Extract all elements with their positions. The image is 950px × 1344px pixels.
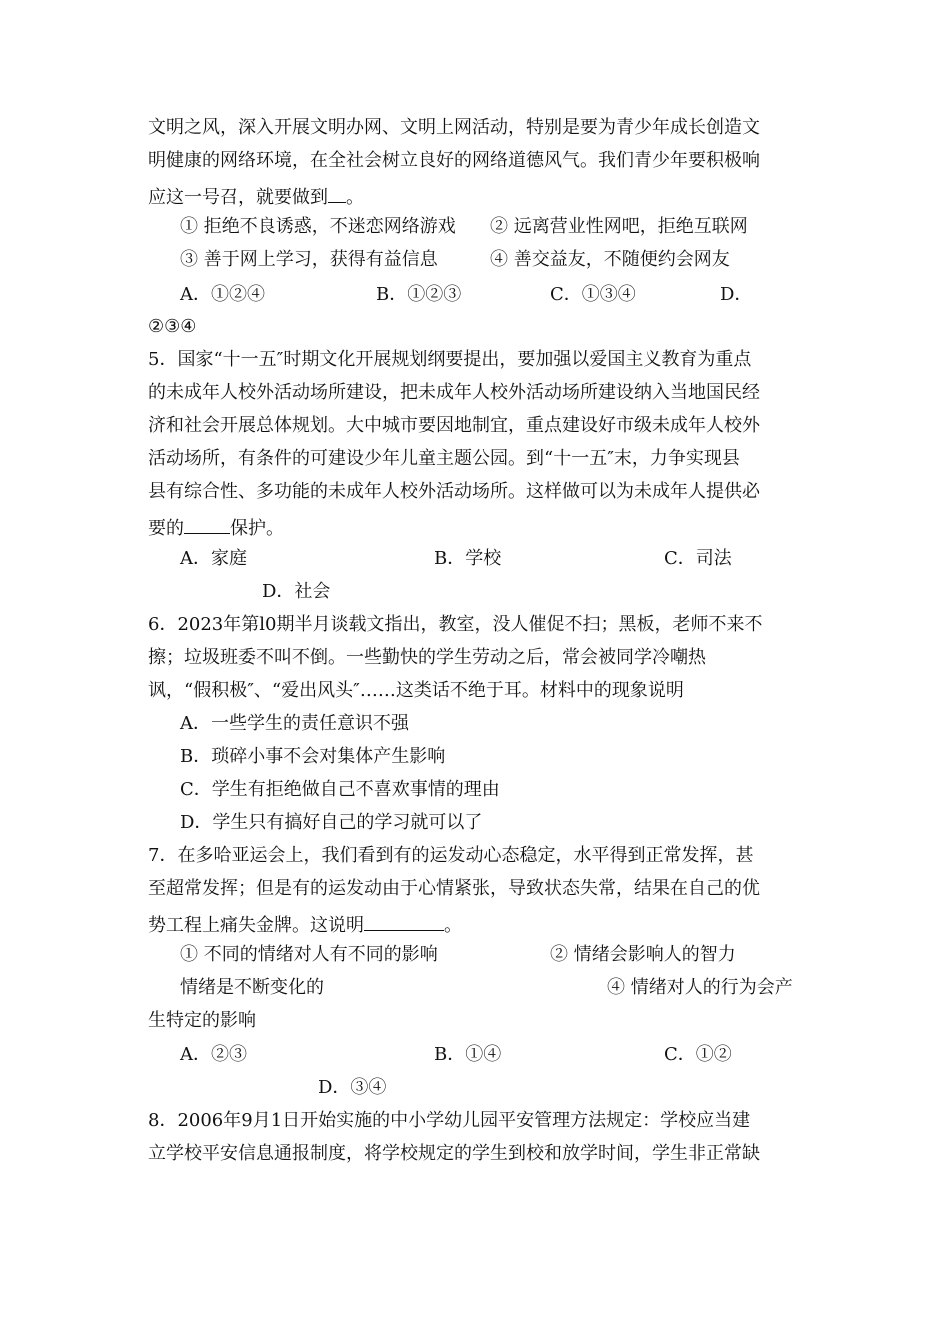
q6-choice-b: B．琐碎小事不会对集体产生影响 bbox=[180, 746, 446, 767]
q5-choice-d: D．社会 bbox=[262, 581, 331, 602]
q7-line-3-end: 。 bbox=[444, 915, 462, 936]
intro-choice-b: B．①②③ bbox=[376, 284, 462, 305]
q7-choice-b: B．①④ bbox=[434, 1044, 502, 1065]
q8-line-1: 8．2006年9月1日开始实施的中小学幼儿园平安管理方法规定：学校应当建 bbox=[148, 1110, 751, 1131]
q6-line-3: 讽，“假积极″、“爱出风头″……这类话不绝于耳。材料中的现象说明 bbox=[148, 680, 684, 701]
q6-choice-a: A．一些学生的责任意识不强 bbox=[180, 713, 409, 734]
q5-line-1: 5．国家“十一五″时期文化开展规划纲要提出，要加强以爱国主义教育为重点 bbox=[148, 349, 752, 370]
q5-line-6-text: 要的 bbox=[148, 518, 184, 539]
intro-choice-d: D． bbox=[720, 284, 753, 305]
intro-option-1: ① 拒绝不良诱惑，不迷恋网络游戏 bbox=[180, 216, 456, 237]
answer-blank bbox=[184, 513, 230, 534]
q7-line-3 bbox=[148, 910, 462, 938]
q5-line-6-end: 保护。 bbox=[230, 518, 284, 539]
q7-line-2: 至超常发挥；但是有的运发动由于心情紧张，导致状态失常，结果在自己的优 bbox=[148, 878, 760, 899]
q7-option-2: ② 情绪会影响人的智力 bbox=[550, 944, 736, 965]
q5-line-6 bbox=[148, 513, 284, 541]
intro-choice-a: A．①②④ bbox=[180, 284, 265, 305]
q6-choice-d: D．学生只有搞好自己的学习就可以了 bbox=[180, 812, 483, 833]
q7-option-4: ④ 情绪对人的行为会产 bbox=[607, 977, 793, 998]
intro-line-3 bbox=[148, 182, 364, 210]
intro-line-3-end: 。 bbox=[346, 187, 364, 208]
intro-choice-d-cont: ②③④ bbox=[148, 316, 197, 337]
q7-choice-c: C．①② bbox=[664, 1044, 732, 1065]
q5-line-2: 的未成年人校外活动场所建设，把未成年人校外活动场所建设纳入当地国民经 bbox=[148, 382, 760, 403]
q8-line-2: 立学校平安信息通报制度，将学校规定的学生到校和放学时间，学生非正常缺 bbox=[148, 1143, 760, 1164]
intro-line-1: 文明之风，深入开展文明办网、文明上网活动，特别是要为青少年成长创造文 bbox=[148, 117, 760, 138]
intro-option-3: ③ 善于网上学习，获得有益信息 bbox=[180, 249, 438, 270]
q5-choice-a: A．家庭 bbox=[180, 548, 247, 569]
q5-choice-b: B．学校 bbox=[434, 548, 502, 569]
q5-line-4: 活动场所，有条件的可建设少年儿童主题公园。到“十一五″末，力争实现县 bbox=[148, 448, 740, 469]
q5-line-3: 济和社会开展总体规划。大中城市要因地制宜，重点建设好市级未成年人校外 bbox=[148, 415, 760, 436]
q5-choice-c: C．司法 bbox=[664, 548, 732, 569]
answer-blank bbox=[364, 910, 444, 931]
q6-line-1: 6．2023年第l0期半月谈载文指出，教室，没人催促不扫；黑板，老师不来不 bbox=[148, 614, 763, 635]
q6-choice-c: C．学生有拒绝做自己不喜欢事情的理由 bbox=[180, 779, 500, 800]
q7-choice-d: D．③④ bbox=[318, 1077, 387, 1098]
q6-line-2: 擦；垃圾班委不叫不倒。一些勤快的学生劳动之后，常会被同学冷嘲热 bbox=[148, 647, 706, 668]
q7-choice-a: A．②③ bbox=[180, 1044, 247, 1065]
q7-option-1: ① 不同的情绪对人有不同的影响 bbox=[180, 944, 438, 965]
q7-line-1: 7．在多哈亚运会上，我们看到有的运发动心态稳定，水平得到正常发挥，甚 bbox=[148, 845, 754, 866]
q7-option-4-cont: 生特定的影响 bbox=[148, 1010, 256, 1031]
q7-option-3: 情绪是不断变化的 bbox=[180, 977, 324, 998]
intro-choice-c: C．①③④ bbox=[550, 284, 636, 305]
intro-option-4: ④ 善交益友，不随便约会网友 bbox=[490, 249, 730, 270]
intro-line-3-text: 应这一号召，就要做到 bbox=[148, 187, 328, 208]
q7-line-3-text: 势工程上痛失金牌。这说明 bbox=[148, 915, 364, 936]
answer-blank bbox=[328, 182, 346, 203]
intro-option-2: ② 远离营业性网吧，拒绝互联网 bbox=[490, 216, 748, 237]
intro-line-2: 明健康的网络环境，在全社会树立良好的网络道德风气。我们青少年要积极响 bbox=[148, 150, 760, 171]
q5-line-5: 县有综合性、多功能的未成年人校外活动场所。这样做可以为未成年人提供必 bbox=[148, 481, 760, 502]
